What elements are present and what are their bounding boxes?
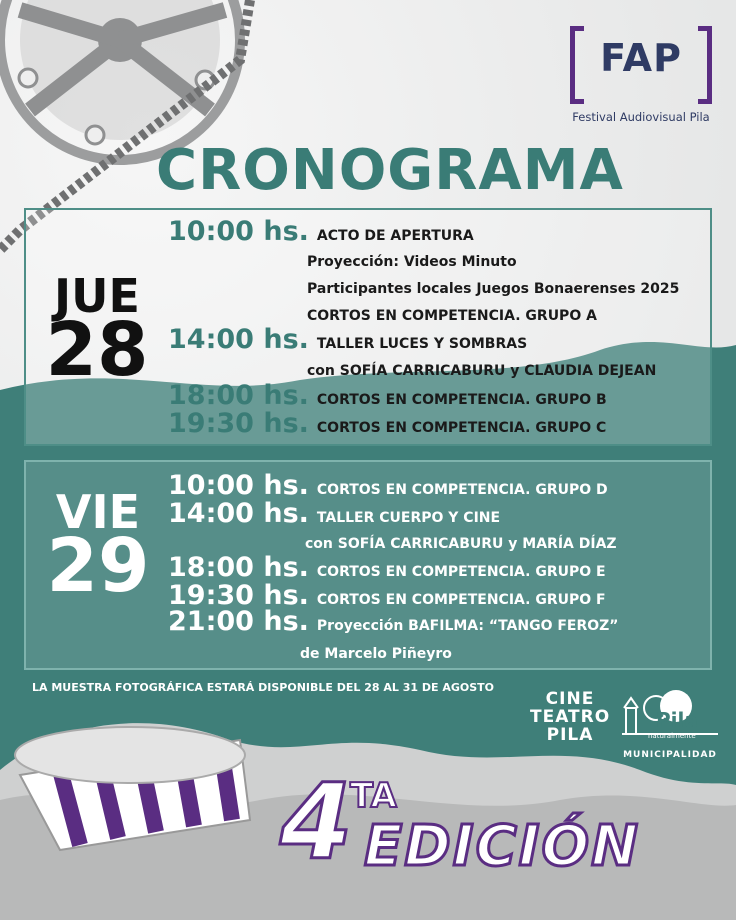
event-time: 14:00 hs. (168, 498, 309, 529)
cine-logo-line: PILA (546, 725, 594, 745)
event-continuation: Participantes locales Juegos Bonaerenses 2025 (307, 281, 680, 297)
event-row (168, 408, 606, 439)
day-name: JUE (54, 269, 140, 323)
page-title: CRONOGRAMA (156, 138, 624, 203)
event-time: 19:30 hs. (168, 580, 309, 611)
fap-logo (566, 26, 716, 126)
cine-logo-line: TEATRO (530, 707, 611, 727)
event-row (168, 606, 619, 637)
event-time: 21:00 hs. (168, 606, 309, 637)
event-time: 10:00 hs. (168, 216, 309, 247)
exhibition-notice: LA MUESTRA FOTOGRÁFICA ESTARÁ DISPONIBLE DEL 28 AL 31 DE AGOSTO (32, 681, 494, 694)
event-row (168, 552, 606, 583)
event-label: Proyección BAFILMA: “TANGO FEROZ” (316, 618, 619, 634)
event-continuation: con SOFÍA CARRICABURU y CLAUDIA DEJEAN (307, 363, 657, 379)
cine-logo-line: CINE (545, 689, 595, 709)
event-time: 19:30 hs. (168, 408, 309, 439)
fap-mark: FAP (600, 36, 682, 80)
edition-badge (280, 761, 640, 900)
day-number: 28 (45, 307, 149, 394)
event-continuation: Proyección: Videos Minuto (307, 254, 517, 270)
event-label: TALLER CUERPO Y CINE (316, 510, 501, 526)
event-row (168, 470, 608, 501)
event-label: CORTOS EN COMPETENCIA. GRUPO E (316, 564, 606, 580)
event-continuation: CORTOS EN COMPETENCIA. GRUPO A (307, 308, 597, 324)
event-time: 18:00 hs. (168, 552, 309, 583)
event-label: ACTO DE APERTURA (316, 228, 474, 244)
edition-suffix: TA (350, 776, 397, 816)
pila-label: MUNICIPALIDAD (623, 750, 717, 760)
day-name: VIE (55, 485, 141, 539)
pila-word: Pila (656, 708, 698, 732)
day-number: 29 (46, 523, 150, 610)
event-label: CORTOS EN COMPETENCIA. GRUPO C (316, 420, 607, 436)
event-continuation: con SOFÍA CARRICABURU y MARÍA DÍAZ (305, 536, 617, 552)
event-label: TALLER LUCES Y SOMBRAS (316, 336, 528, 352)
event-row (168, 324, 527, 355)
event-time: 14:00 hs. (168, 324, 309, 355)
pila-tagline: naturalmente (648, 732, 696, 740)
event-label: CORTOS EN COMPETENCIA. GRUPO D (316, 482, 608, 498)
fap-subtitle: Festival Audiovisual Pila (572, 110, 710, 124)
day-label-vie (46, 485, 150, 610)
event-continuation: de Marcelo Piñeyro (300, 646, 452, 662)
day-label-jue (42, 269, 152, 394)
event-row (168, 216, 474, 247)
edition-number: 4 (280, 761, 353, 883)
event-row (168, 380, 607, 411)
event-time: 10:00 hs. (168, 470, 309, 501)
event-label: CORTOS EN COMPETENCIA. GRUPO F (316, 592, 606, 608)
edition-word: EDICIÓN (364, 814, 640, 879)
event-row (168, 498, 500, 529)
event-label: CORTOS EN COMPETENCIA. GRUPO B (316, 392, 607, 408)
event-time: 18:00 hs. (168, 380, 309, 411)
